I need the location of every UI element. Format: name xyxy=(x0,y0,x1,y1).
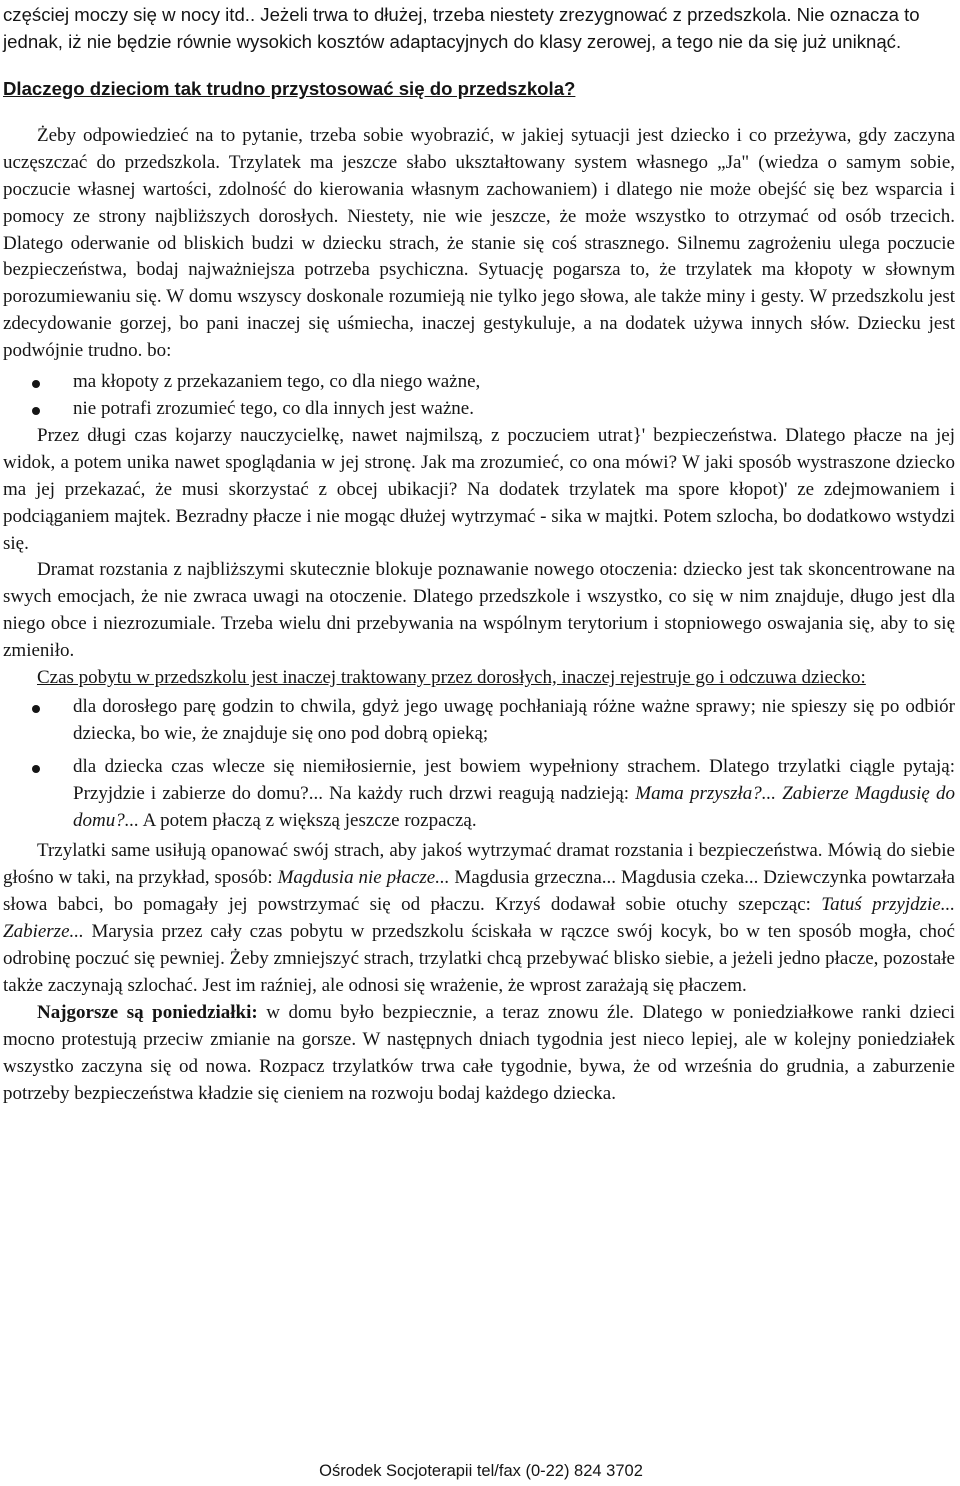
paragraph-1: Żeby odpowiedzieć na to pytanie, trzeba sobie wyobrazić, w jakiej sytuacji jest dziecko i co przeżywa, gdy zaczyna uczęszczać do przedszkola. Trzylatek ma jeszcze słabo ukształtowany system własnego „Ja" (wiedza o samym sobie, poczucie własnej wartości, zdolność do kierowania własnym zachowaniem) i dlatego nie może obejść się bez wsparcia i pomocy ze strony najbliższych dorosłych. Niestety, nie wie jeszcze, że może wszystko to otrzymać od osób trzecich. Dlatego oderwanie od bliskich budzi w dziecku strach, że stanie się coś strasznego. Silnemu zagrożeniu ulega poczucie bezpieczeństwa, bodaj najważniejsza potrzeba psychiczna. Sytuację pogarsza to, że trzylatek ma kłopoty w słownym porozumiewaniu się. W domu wszyscy doskonale rozumieją nie tylko jego słowa, ale także miny i gesty. W przedszkolu jest zdecydowanie gorzej, bo pani inaczej się uśmiecha, inaczej gestykuluje, a na dodatek używa innych słów. Dziecku jest podwójnie trudno. bo: xyxy=(3,124,955,362)
list-item: dla dziecka czas wlecze się niemiłosiernie, jest bowiem wypełniony strachem. Dlatego trzylatki ciągle pytają: Przyjdzie i zabierze do domu?... Na każdy ruch drzwi reagują nadzieją: Mama przyszła?... Zabierze Magdusię do domu?... A potem płaczą z większą jeszcze rozpaczą. xyxy=(3,754,955,835)
list-item: ma kłopoty z przekazaniem tego, co dla niego ważne, xyxy=(3,369,955,396)
bullet-icon xyxy=(32,765,40,773)
list-item: dla dorosłego parę godzin to chwila, gdyż jego uwagę pochłaniają różne ważne sprawy; nie spieszy się po odbiór dziecka, bo wie, że znajduje się ono pod dobrą opieką; xyxy=(3,694,955,748)
paragraph-5: Trzylatki same usiłują opanować swój strach, aby jakoś wytrzymać dramat rozstania i bezpieczeństwa. Mówią do siebie głośno w taki, na przykład, sposób: Magdusia nie płacze... Magdusia grzeczna... Magdusia czeka... Dziewczynka powtarzała słowa babci, bo pomagały jej powstrzymać się od płaczu. Krzyś dodawał sobie otuchy szepcząc: Tatuś przyjdzie... Zabierze... Marysia przez cały czas pobytu w przedszkolu ściskała w rączce swój kocyk, bo w ten sposób mogła, choć odrobinę poczuć się pewniej. Żeby zmniejszyć strach, trzylatki chcą przebywać blisko siebie, a jeżeli jedno płacze, pozostałe także zaczynają szlochać. Jest im raźniej, ale odnosi się wrażenie, że wprost zarażają się płaczem. xyxy=(3,840,955,996)
section-heading: Dlaczego dzieciom tak trudno przystosować się do przedszkola? xyxy=(3,78,576,99)
paragraph-3: Dramat rozstania z najbliższymi skutecznie blokuje poznawanie nowego otoczenia: dziecko jest tak skoncentrowane na swych emocjach, że nie zwraca uwagi na otoczenie. Dlatego przedszkole i wszystko, co się w nim znajduje, długo jest dla niego obce i niezrozumiale. Trzeba wielu dni przebywania na wspólnym terytorium i stopniowego oswajania się, aby to się zmieniło. xyxy=(3,559,955,662)
document-page xyxy=(3,2,955,1108)
page-footer: Ośrodek Socjoterapii tel/fax (0-22) 824 3702 xyxy=(319,1462,643,1480)
bullet-icon xyxy=(32,705,40,713)
bullet-icon xyxy=(32,407,40,415)
intro-paragraph: częściej moczy się w nocy itd.. Jeżeli trwa to dłużej, trzeba niestety zrezygnować z przedszkola. Nie oznacza to jednak, iż nie będzie równie wysokich kosztów adaptacyjnych do klasy zerowej, a tego nie da się już uniknąć. xyxy=(3,4,920,52)
bullet-list-2 xyxy=(3,694,955,835)
bullet-icon xyxy=(32,380,40,388)
paragraph-4: Czas pobytu w przedszkolu jest inaczej traktowany przez dorosłych, inaczej rejestruje go i odczuwa dziecko: xyxy=(37,667,866,689)
bullet-list-1 xyxy=(3,369,955,423)
paragraph-6: Najgorsze są poniedziałki: w domu było bezpiecznie, a teraz znowu źle. Dlatego w poniedziałkowe ranki dzieci mocno protestują przeciw zmianie na gorsze. W następnych dniach tygodnia jest nieco lepiej, ale w kolejny poniedziałek wszystko zaczyna się od nowa. Rozpacz trzylatków trwa całe tygodnie, bywa, że od września do grudnia, a zaburzenie potrzeby bezpieczeństwa kładzie się cieniem na rozwoju bodaj każdego dziecka. xyxy=(3,1001,955,1104)
list-item: nie potrafi zrozumieć tego, co dla innych jest ważne. xyxy=(3,396,955,423)
paragraph-2: Przez długi czas kojarzy nauczycielkę, nawet najmilszą, z poczuciem utrat}' bezpieczeństwa. Dlatego płacze na jej widok, a potem unika nawet spoglądania w jej stronę. Jak ma zrozumieć, co ona mówi? W jaki sposób wystraszone dziecko ma jej przekazać, że musi skorzystać z obcej ubikacji? Na dodatek trzylatek ma spore kłopot)' ze zdejmowaniem i podciąganiem majtek. Bezradny płacze i nie mogąc dłużej wytrzymać - sika w majtki. Potem szlocha, bo dodatkowo wstydzi się. xyxy=(3,424,955,554)
